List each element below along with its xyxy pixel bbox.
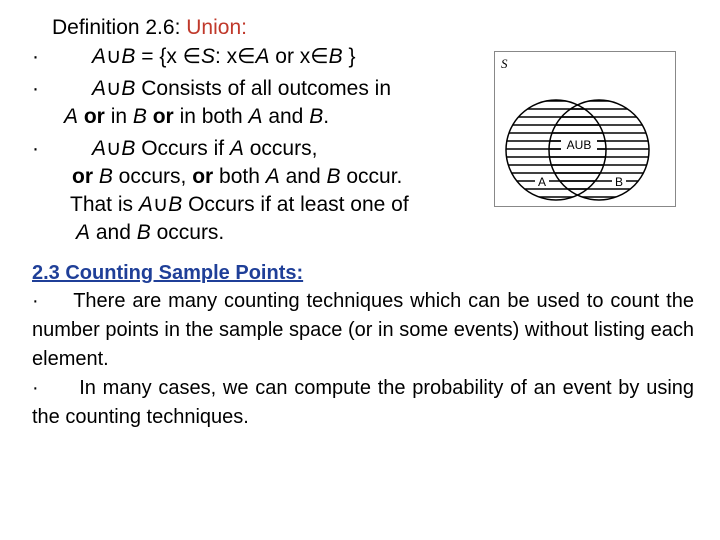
venn-diagram [494, 51, 676, 207]
bullet-p2: · [32, 377, 39, 399]
definition-term: Union: [186, 16, 247, 39]
thatis-line [70, 192, 409, 218]
aub-symbol: A∪B [138, 193, 183, 216]
in-text: in [104, 105, 133, 128]
venn-s-label: S [501, 56, 508, 71]
paragraph-1 [32, 287, 694, 374]
set-s: S [200, 45, 215, 68]
consists-line-2 [64, 104, 329, 130]
definition-heading [52, 16, 247, 40]
set-b: B [309, 105, 324, 128]
aub-symbol: A∪B [92, 137, 136, 160]
occur-end: occur. [340, 165, 403, 188]
period: . [323, 105, 330, 128]
occurs-mid: occurs, [112, 165, 193, 188]
thatis-line-2 [76, 220, 224, 246]
paragraph-1-text: There are many counting techniques which can be used to count the number points in the sample space (or in some events) without listing each element. [32, 290, 694, 370]
aub-symbol: A∪B [92, 77, 136, 100]
thatis-tail: Occurs if at least one of [182, 193, 409, 216]
bullet-p1: · [32, 290, 39, 312]
venn-b-label: B [614, 175, 624, 189]
set-or: or x∈ [269, 45, 329, 68]
set-a: A [255, 45, 270, 68]
definition-label: Definition 2.6: [52, 16, 181, 39]
bullet-1: · [32, 45, 39, 68]
aub-symbol: A∪B [92, 45, 136, 68]
and-text: and [279, 165, 327, 188]
set-b: B [132, 105, 147, 128]
set-a: A [64, 105, 79, 128]
set-a: A [76, 221, 91, 244]
set-mid: : x∈ [214, 45, 256, 68]
set-close: } [342, 45, 356, 68]
venn-aub-label: AUB [566, 138, 592, 152]
consists-tail: in both [173, 105, 249, 128]
set-a: A [265, 165, 280, 188]
or-bold: or [192, 165, 214, 188]
or-bold: or [78, 105, 105, 128]
set-b: B [93, 165, 113, 188]
set-eq: = {x ∈ [135, 45, 201, 68]
or-bold: or [72, 165, 93, 188]
paragraph-2 [32, 374, 694, 432]
set-builder-line [92, 44, 355, 70]
thatis-pre: That is [70, 193, 139, 216]
occurs-line [92, 136, 317, 162]
occurs-line-2 [72, 164, 402, 190]
paragraph-2-text: In many cases, we can compute the probability of an event by using the counting techniques. [32, 377, 695, 428]
occurs-tail: both [213, 165, 266, 188]
set-b: B [326, 165, 341, 188]
bullet-2: · [32, 77, 39, 100]
set-b: B [328, 45, 343, 68]
occurs-end: occurs. [150, 221, 225, 244]
venn-a-label: A [537, 175, 547, 189]
bullet-3: · [32, 137, 39, 160]
occurs-mid: Occurs if [135, 137, 230, 160]
occurs-tail: occurs, [243, 137, 318, 160]
consists-text: Consists of all outcomes in [135, 77, 391, 100]
venn-svg [495, 52, 675, 206]
set-b: B [136, 221, 151, 244]
set-a: A [248, 105, 263, 128]
consists-line [92, 76, 391, 102]
and-text: and [90, 221, 137, 244]
or-bold: or [146, 105, 174, 128]
section-title: 2.3 Counting Sample Points: [32, 262, 304, 284]
and-text: and [262, 105, 310, 128]
set-a: A [229, 137, 244, 160]
